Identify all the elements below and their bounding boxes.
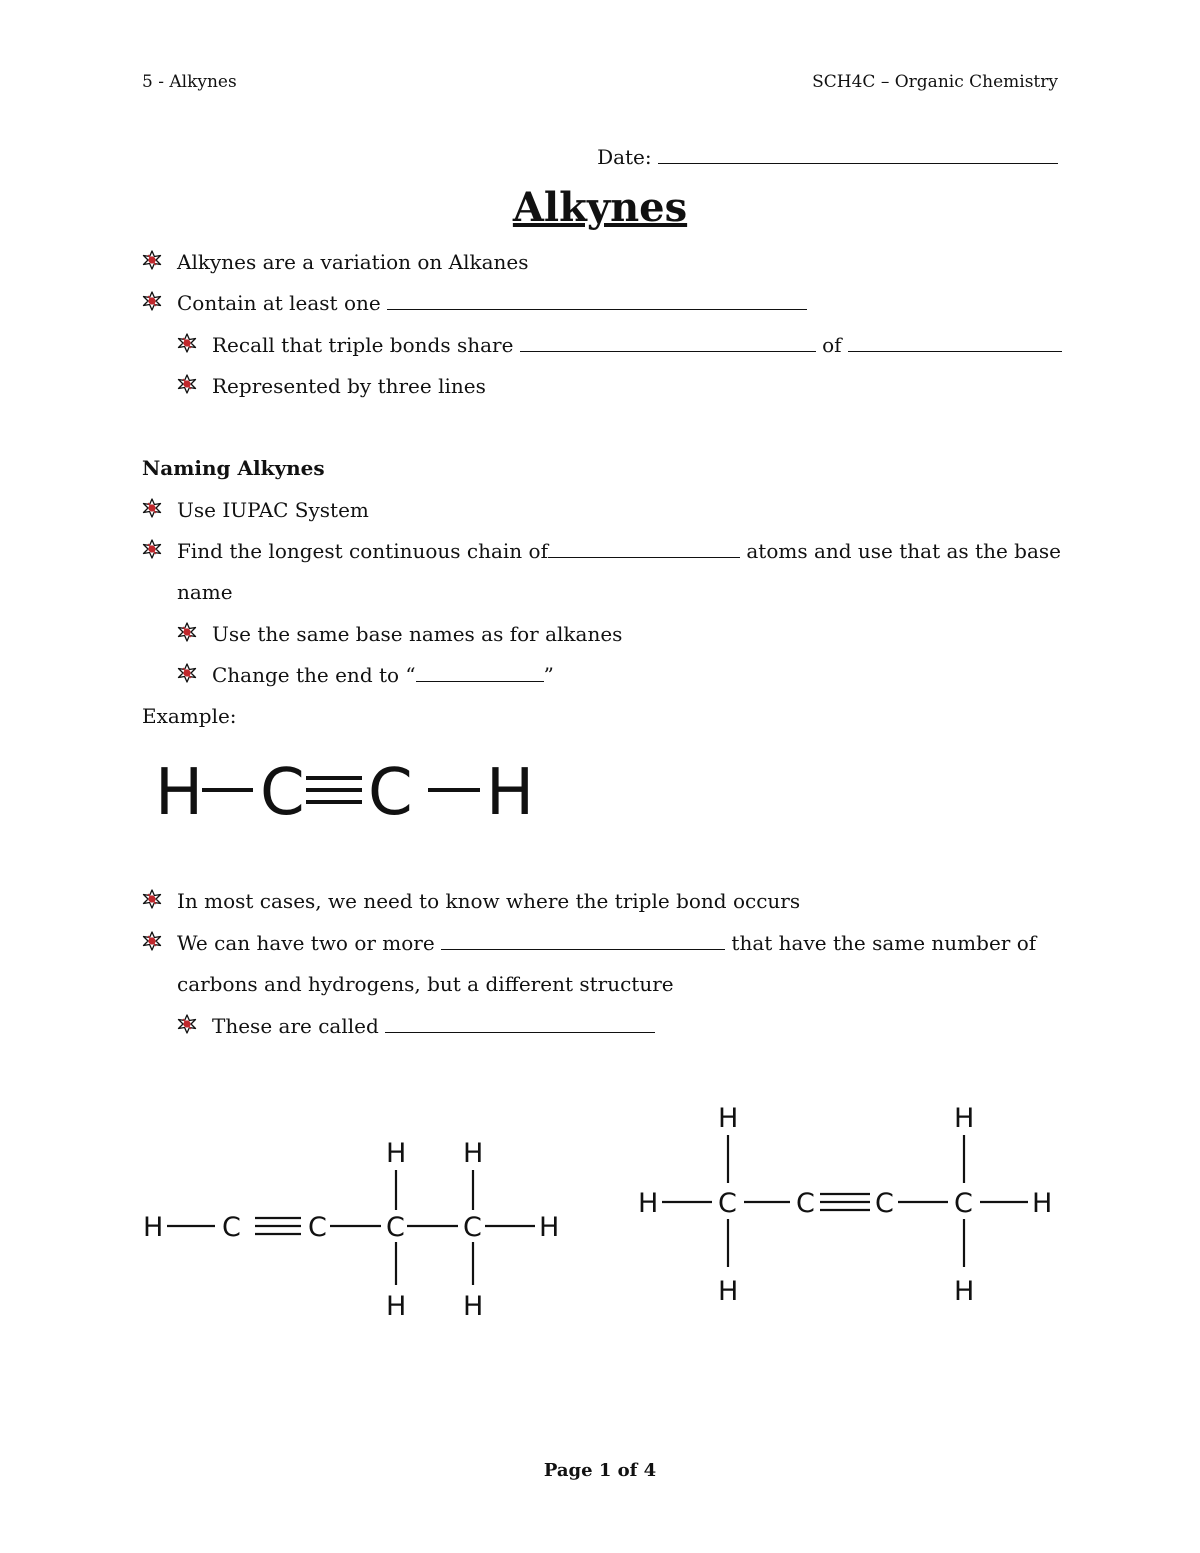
isomers-bullet-2-pre: We can have two or more bbox=[177, 931, 435, 955]
butyne-2-structure bbox=[630, 1095, 1070, 1305]
naming-bullet-2-pre: Find the longest continuous chain of bbox=[177, 539, 548, 563]
atom-h: H bbox=[386, 1291, 407, 1322]
date-line bbox=[597, 145, 1058, 169]
page-footer: Page 1 of 4 bbox=[543, 1460, 657, 1481]
atom-h: H bbox=[463, 1138, 484, 1169]
atom-c: C bbox=[875, 1188, 894, 1219]
atom-h: H bbox=[143, 1212, 164, 1243]
ethyne-structure bbox=[140, 750, 560, 830]
ethyne-atom-c2: C bbox=[368, 756, 413, 830]
shared-electrons-blank[interactable] bbox=[520, 335, 816, 352]
atom-c: C bbox=[386, 1212, 405, 1243]
ethyne-atom-h1: H bbox=[155, 756, 204, 830]
atom-c: C bbox=[222, 1212, 241, 1243]
star-bullet-icon bbox=[142, 498, 162, 518]
atom-c: C bbox=[718, 1188, 737, 1219]
atom-h: H bbox=[1032, 1188, 1053, 1219]
naming-bullet-2-cont: name bbox=[177, 580, 233, 604]
bonds bbox=[662, 1135, 1028, 1267]
ethyne-atom-h2: H bbox=[486, 756, 535, 830]
intro-bullet-1: Alkynes are a variation on Alkanes bbox=[177, 250, 529, 274]
isomers-bullet-3-text: These are called bbox=[212, 1014, 379, 1038]
star-bullet-icon bbox=[177, 374, 197, 394]
ethyne-atom-c1: C bbox=[260, 756, 305, 830]
intro-bullet-3 bbox=[212, 333, 1062, 357]
suffix-blank[interactable] bbox=[416, 665, 544, 682]
star-bullet-icon bbox=[177, 622, 197, 642]
atom-h: H bbox=[954, 1103, 975, 1134]
intro-bullet-2 bbox=[177, 291, 807, 315]
compounds-blank[interactable] bbox=[441, 933, 725, 950]
atom-h: H bbox=[539, 1212, 560, 1243]
intro-bullet-2-text: Contain at least one bbox=[177, 291, 381, 315]
star-bullet-icon bbox=[142, 931, 162, 951]
triple-bond bbox=[306, 778, 362, 802]
atom-c: C bbox=[463, 1212, 482, 1243]
star-bullet-icon bbox=[142, 539, 162, 559]
date-blank[interactable] bbox=[658, 147, 1058, 164]
isomers-bullet-2-post: that have the same number of bbox=[731, 931, 1037, 955]
atom-h: H bbox=[954, 1276, 975, 1305]
header-right: SCH4C – Organic Chemistry bbox=[812, 72, 1058, 92]
atom-h: H bbox=[718, 1276, 739, 1305]
star-bullet-icon bbox=[142, 250, 162, 270]
isomers-bullet-2-cont: carbons and hydrogens, but a different structure bbox=[177, 972, 674, 996]
atom-c: C bbox=[796, 1188, 815, 1219]
atom-h: H bbox=[463, 1291, 484, 1322]
naming-bullet-3: Use the same base names as for alkanes bbox=[212, 622, 623, 646]
isomers-term-blank[interactable] bbox=[385, 1016, 655, 1033]
isomers-bullet-1: In most cases, we need to know where the triple bond occurs bbox=[177, 889, 801, 913]
isomers-bullet-2 bbox=[177, 931, 1036, 955]
naming-bullet-4 bbox=[212, 663, 554, 687]
naming-bullet-4-post: ” bbox=[543, 663, 554, 687]
date-label: Date: bbox=[597, 145, 652, 169]
star-bullet-icon bbox=[142, 291, 162, 311]
butyne-1-structure bbox=[135, 1130, 575, 1325]
isomers-bullet-3 bbox=[212, 1014, 655, 1038]
naming-bullet-1: Use IUPAC System bbox=[177, 498, 369, 522]
example-label: Example: bbox=[142, 704, 237, 728]
atom-c: C bbox=[308, 1212, 327, 1243]
triple-bond-blank[interactable] bbox=[387, 293, 807, 310]
naming-heading: Naming Alkynes bbox=[142, 456, 325, 480]
star-bullet-icon bbox=[177, 333, 197, 353]
naming-bullet-2 bbox=[177, 539, 1061, 563]
intro-bullet-3-mid: of bbox=[822, 333, 842, 357]
atom-h: H bbox=[386, 1138, 407, 1169]
intro-bullet-4: Represented by three lines bbox=[212, 374, 486, 398]
header-left: 5 - Alkynes bbox=[142, 72, 237, 92]
page-title: Alkynes bbox=[512, 184, 688, 231]
atom-c: C bbox=[954, 1188, 973, 1219]
star-bullet-icon bbox=[177, 663, 197, 683]
atom-h: H bbox=[638, 1188, 659, 1219]
star-bullet-icon bbox=[142, 889, 162, 909]
naming-bullet-2-post: atoms and use that as the base bbox=[746, 539, 1061, 563]
chain-atoms-blank[interactable] bbox=[548, 541, 740, 558]
atom-h: H bbox=[718, 1103, 739, 1134]
intro-bullet-3-pre: Recall that triple bonds share bbox=[212, 333, 514, 357]
star-bullet-icon bbox=[177, 1014, 197, 1034]
naming-bullet-4-pre: Change the end to “ bbox=[212, 663, 416, 687]
shared-pairs-blank[interactable] bbox=[848, 335, 1062, 352]
